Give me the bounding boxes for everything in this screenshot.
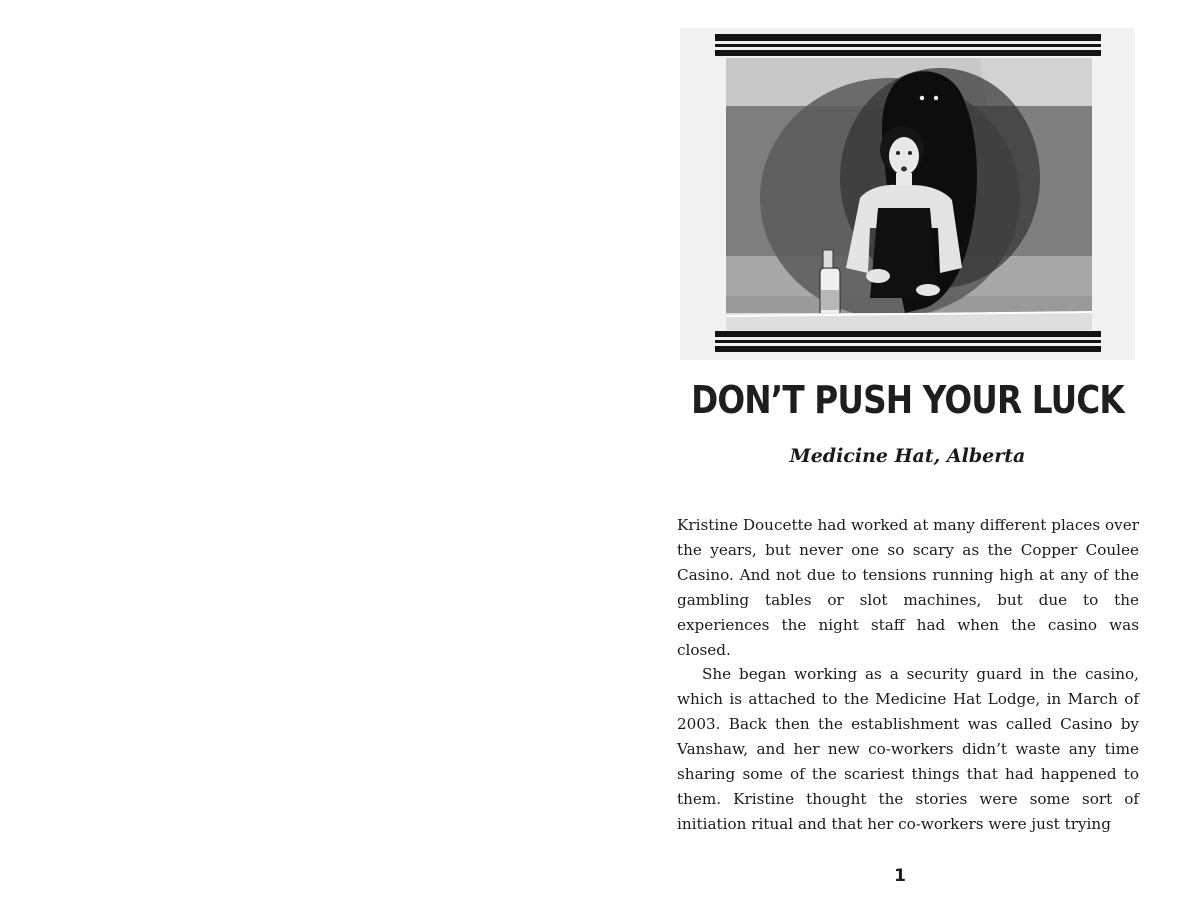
chapter-location: Medicine Hat, Alberta xyxy=(789,445,1026,467)
chapter-body-text xyxy=(677,513,1139,837)
illustration-bottom-bar xyxy=(715,331,1101,337)
page-number: 1 xyxy=(894,866,906,886)
chapter-title: DON’T PUSH YOUR LUCK xyxy=(691,378,1124,422)
illustration-top-bar xyxy=(715,34,1101,41)
paragraph-2: She began working as a security guard in the casino, which is attached to the Medicine Hat Lodge, in March of 2003. Back then the establishment was called Casino by Vanshaw, and her new co-workers didn’t waste any time sharing some of the scariest things that had happened to them. Kristine thought the stories were some sort of initiation ritual and that her co-workers were just trying xyxy=(677,665,1139,833)
paragraph-1: Kristine Doucette had worked at many different places over the years, but never one so scary as the Copper Coulee Casino. And not due to tensions running high at any of the gambling tables or slot machines, but due to the experiences the night staff had when the casino was closed. xyxy=(677,516,1139,659)
right-page xyxy=(600,0,1200,919)
chapter-illustration xyxy=(680,28,1135,360)
